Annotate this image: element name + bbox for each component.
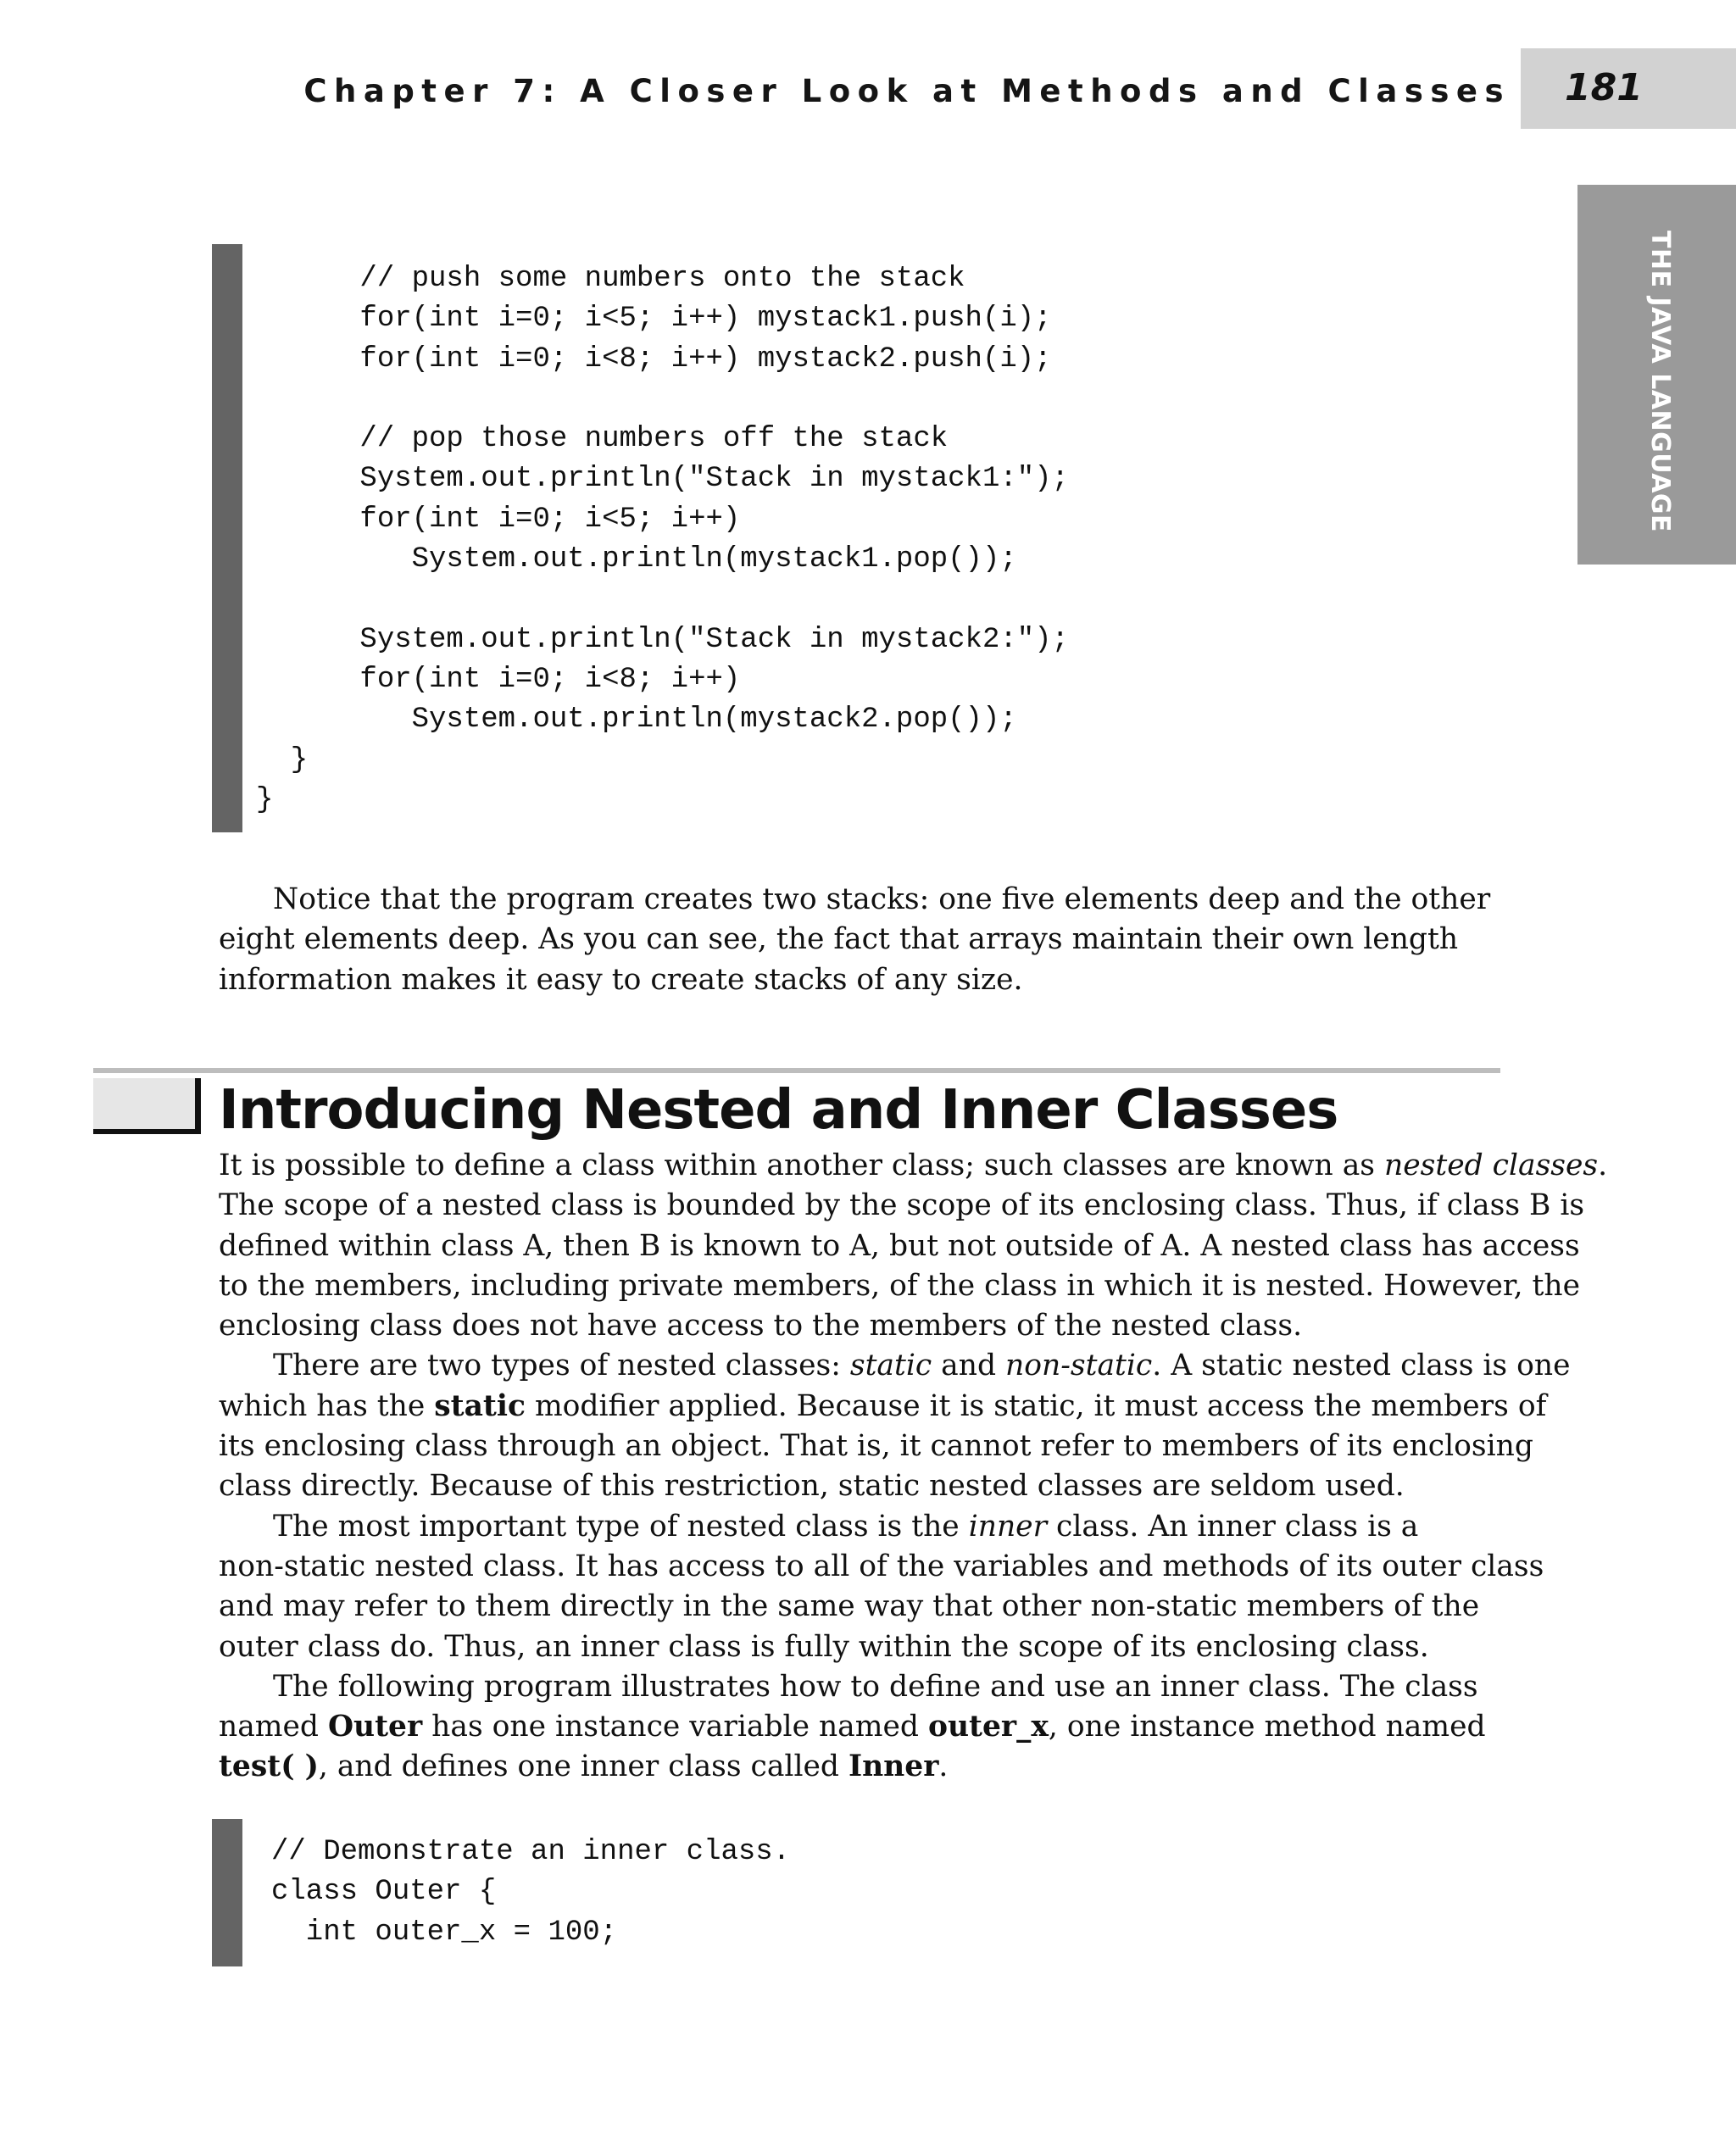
code-line: for(int i=0; i<5; i++) bbox=[256, 503, 741, 536]
code-line: for(int i=0; i<5; i++) mystack1.push(i); bbox=[256, 303, 1052, 336]
section-heading-icon bbox=[93, 1078, 201, 1134]
page-number-box bbox=[1521, 48, 1736, 129]
chapter-title: Chapter 7: A Closer Look at Methods and Classes bbox=[303, 73, 1511, 109]
code-line: for(int i=0; i<8; i++) mystack2.push(i); bbox=[256, 342, 1052, 375]
text-line: The most important type of nested class is the inner class. An inner class is a bbox=[273, 1509, 1419, 1544]
code-bar-top bbox=[212, 244, 242, 832]
notice-paragraph bbox=[219, 880, 1509, 1000]
text-line: defined within class A, then B is known to A, but not outside of A. A nested class has access bbox=[219, 1228, 1580, 1263]
text-line: information makes it easy to create stacks of any size. bbox=[219, 962, 1023, 997]
keyword: test( ) bbox=[219, 1749, 319, 1784]
text-line: Notice that the program creates two stacks: one five elements deep and the other bbox=[273, 882, 1491, 916]
page-number: 181 bbox=[1565, 66, 1643, 109]
text-line: The scope of a nested class is bounded by the scope of its enclosing class. Thus, if class B is bbox=[219, 1188, 1585, 1223]
code-line: System.out.println("Stack in mystack2:"); bbox=[256, 623, 1069, 656]
text-line: enclosing class does not have access to the members of the nested class. bbox=[219, 1309, 1303, 1343]
code-line: // Demonstrate an inner class. bbox=[271, 1836, 791, 1868]
code-listing-bottom bbox=[271, 1833, 790, 1953]
emphasis: static bbox=[849, 1349, 932, 1383]
text-line: non-static nested class. It has access to all of the variables and methods of its outer class bbox=[219, 1549, 1544, 1583]
code-bar-bottom bbox=[212, 1819, 242, 1966]
code-line: // pop those numbers off the stack bbox=[256, 423, 949, 456]
text-line: to the members, including private members, of the class in which it is nested. However, the bbox=[219, 1268, 1581, 1303]
emphasis: nested classes bbox=[1383, 1149, 1599, 1182]
keyword: Outer bbox=[327, 1710, 423, 1744]
code-line: class Outer { bbox=[271, 1876, 497, 1909]
text-line: its enclosing class through an object. That is, it cannot refer to members of its enclosing bbox=[219, 1429, 1533, 1464]
keyword: outer_x bbox=[927, 1710, 1049, 1744]
text-line: There are two types of nested classes: static and non-static. A static nested class is one bbox=[273, 1349, 1571, 1383]
code-line: System.out.println(mystack2.pop()); bbox=[256, 704, 1017, 737]
text-line: outer class do. Thus, an inner class is fully within the scope of its enclosing class. bbox=[219, 1629, 1429, 1664]
section-heading: Introducing Nested and Inner Classes bbox=[219, 1079, 1338, 1142]
code-listing-top bbox=[256, 259, 1069, 820]
code-line: // push some numbers onto the stack bbox=[256, 263, 965, 295]
text-line: eight elements deep. As you can see, the fact that arrays maintain their own length bbox=[219, 922, 1459, 957]
code-line: } bbox=[256, 743, 309, 776]
text-line: The following program illustrates how to define and use an inner class. The class bbox=[273, 1669, 1478, 1704]
text-line: which has the static modifier applied. Because it is static, it must access the members of bbox=[219, 1388, 1547, 1423]
side-tab-label: THE JAVA LANGUAGE bbox=[1645, 231, 1675, 533]
section-body bbox=[219, 1146, 1608, 1788]
text-line: and may refer to them directly in the same way that other non-static members of the bbox=[219, 1589, 1480, 1624]
section-rule bbox=[93, 1068, 1500, 1073]
text-line: It is possible to define a class within another class; such classes are known as nested classes. bbox=[219, 1149, 1608, 1182]
emphasis: non-static bbox=[1005, 1349, 1153, 1383]
code-line: for(int i=0; i<8; i++) bbox=[256, 663, 741, 696]
emphasis: inner bbox=[968, 1509, 1048, 1544]
code-line: int outer_x = 100; bbox=[271, 1916, 618, 1949]
code-line: } bbox=[256, 783, 274, 816]
text-line: class directly. Because of this restriction, static nested classes are seldom used. bbox=[219, 1469, 1405, 1504]
text-line: test( ), and defines one inner class called Inner. bbox=[219, 1749, 949, 1784]
text-line: named Outer has one instance variable named outer_x, one instance method named bbox=[219, 1710, 1486, 1744]
code-line: System.out.println("Stack in mystack1:"); bbox=[256, 463, 1069, 496]
keyword: Inner bbox=[848, 1749, 939, 1784]
keyword: static bbox=[434, 1388, 526, 1423]
code-line: System.out.println(mystack1.pop()); bbox=[256, 543, 1017, 576]
